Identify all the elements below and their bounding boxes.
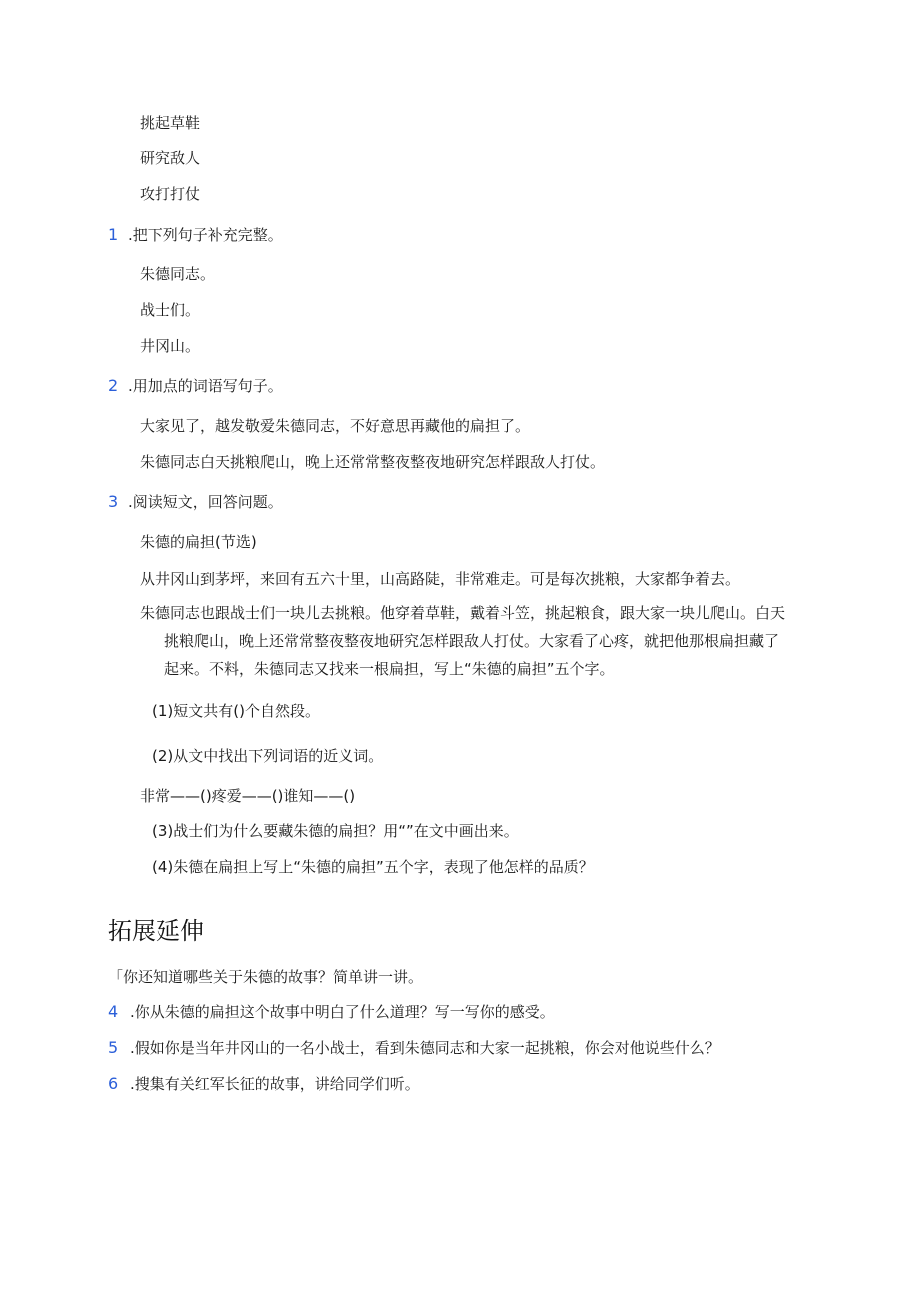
answer-line: 朱德同志。 — [140, 265, 216, 283]
extension-question: .搜集有关红军长征的故事，讲给同学们听。 — [130, 1075, 420, 1093]
passage-paragraph-cont: 挑粮爬山，晚上还常常整夜整夜地研究怎样跟敌人打仗。大家看了心疼，就把他那根扁担藏了 — [164, 632, 780, 650]
sub-question: (4)朱德在扁担上写上“朱德的扁担”五个字，表现了他怎样的品质？ — [152, 858, 594, 876]
sub-question: (1)短文共有()个自然段。 — [152, 702, 320, 720]
question-number: 6 — [108, 1074, 119, 1093]
passage-title: 朱德的扁担(节选) — [140, 533, 257, 551]
question-prompt: .把下列句子补充完整。 — [128, 226, 283, 244]
question-prompt: .阅读短文，回答问题。 — [128, 493, 283, 511]
extension-question: .假如你是当年井冈山的一名小战士，看到朱德同志和大家一起挑粮，你会对他说些什么？ — [130, 1039, 720, 1057]
top-item: 攻打打仗 — [140, 185, 201, 203]
passage-paragraph: 从井冈山到茅坪，来回有五六十里，山高路陡，非常难走。可是每次挑粮，大家都争着去。 — [140, 570, 741, 588]
question-number: 3 — [108, 492, 119, 511]
extension-question: .你从朱德的扁担这个故事中明白了什么道理？写一写你的感受。 — [130, 1003, 555, 1021]
question-number: 5 — [108, 1038, 119, 1057]
question-prompt: .用加点的词语写句子。 — [128, 377, 283, 395]
passage-paragraph-cont: 起来。不料，朱德同志又找来一根扁担，写上“朱德的扁担”五个字。 — [164, 660, 615, 678]
question-number: 2 — [108, 376, 119, 395]
synonym-line: 非常——()疼爱——()谁知——() — [140, 787, 356, 805]
question-number: 1 — [108, 225, 119, 244]
sub-question: (2)从文中找出下列词语的近义词。 — [152, 747, 384, 765]
sentence-line: 大家见了，越发敬爱朱德同志，不好意思再藏他的扁担了。 — [140, 417, 531, 435]
passage-paragraph: 朱德同志也跟战士们一块儿去挑粮。他穿着草鞋，戴着斗笠，挑起粮食，跟大家一块儿爬山。白天 — [140, 604, 786, 622]
section-heading: 拓展延伸 — [108, 917, 204, 945]
question-number: 4 — [108, 1002, 119, 1021]
top-item: 研究敌人 — [140, 149, 201, 167]
answer-line: 战士们。 — [140, 301, 201, 319]
sentence-line: 朱德同志白天挑粮爬山，晚上还常常整夜整夜地研究怎样跟敌人打仗。 — [140, 453, 606, 471]
sub-question: (3)战士们为什么要藏朱德的扁担？用“”在文中画出来。 — [152, 822, 519, 840]
extension-intro: 「你还知道哪些关于朱德的故事？简单讲一讲。 — [108, 968, 424, 986]
answer-line: 井冈山。 — [140, 337, 201, 355]
top-item: 挑起草鞋 — [140, 114, 201, 132]
